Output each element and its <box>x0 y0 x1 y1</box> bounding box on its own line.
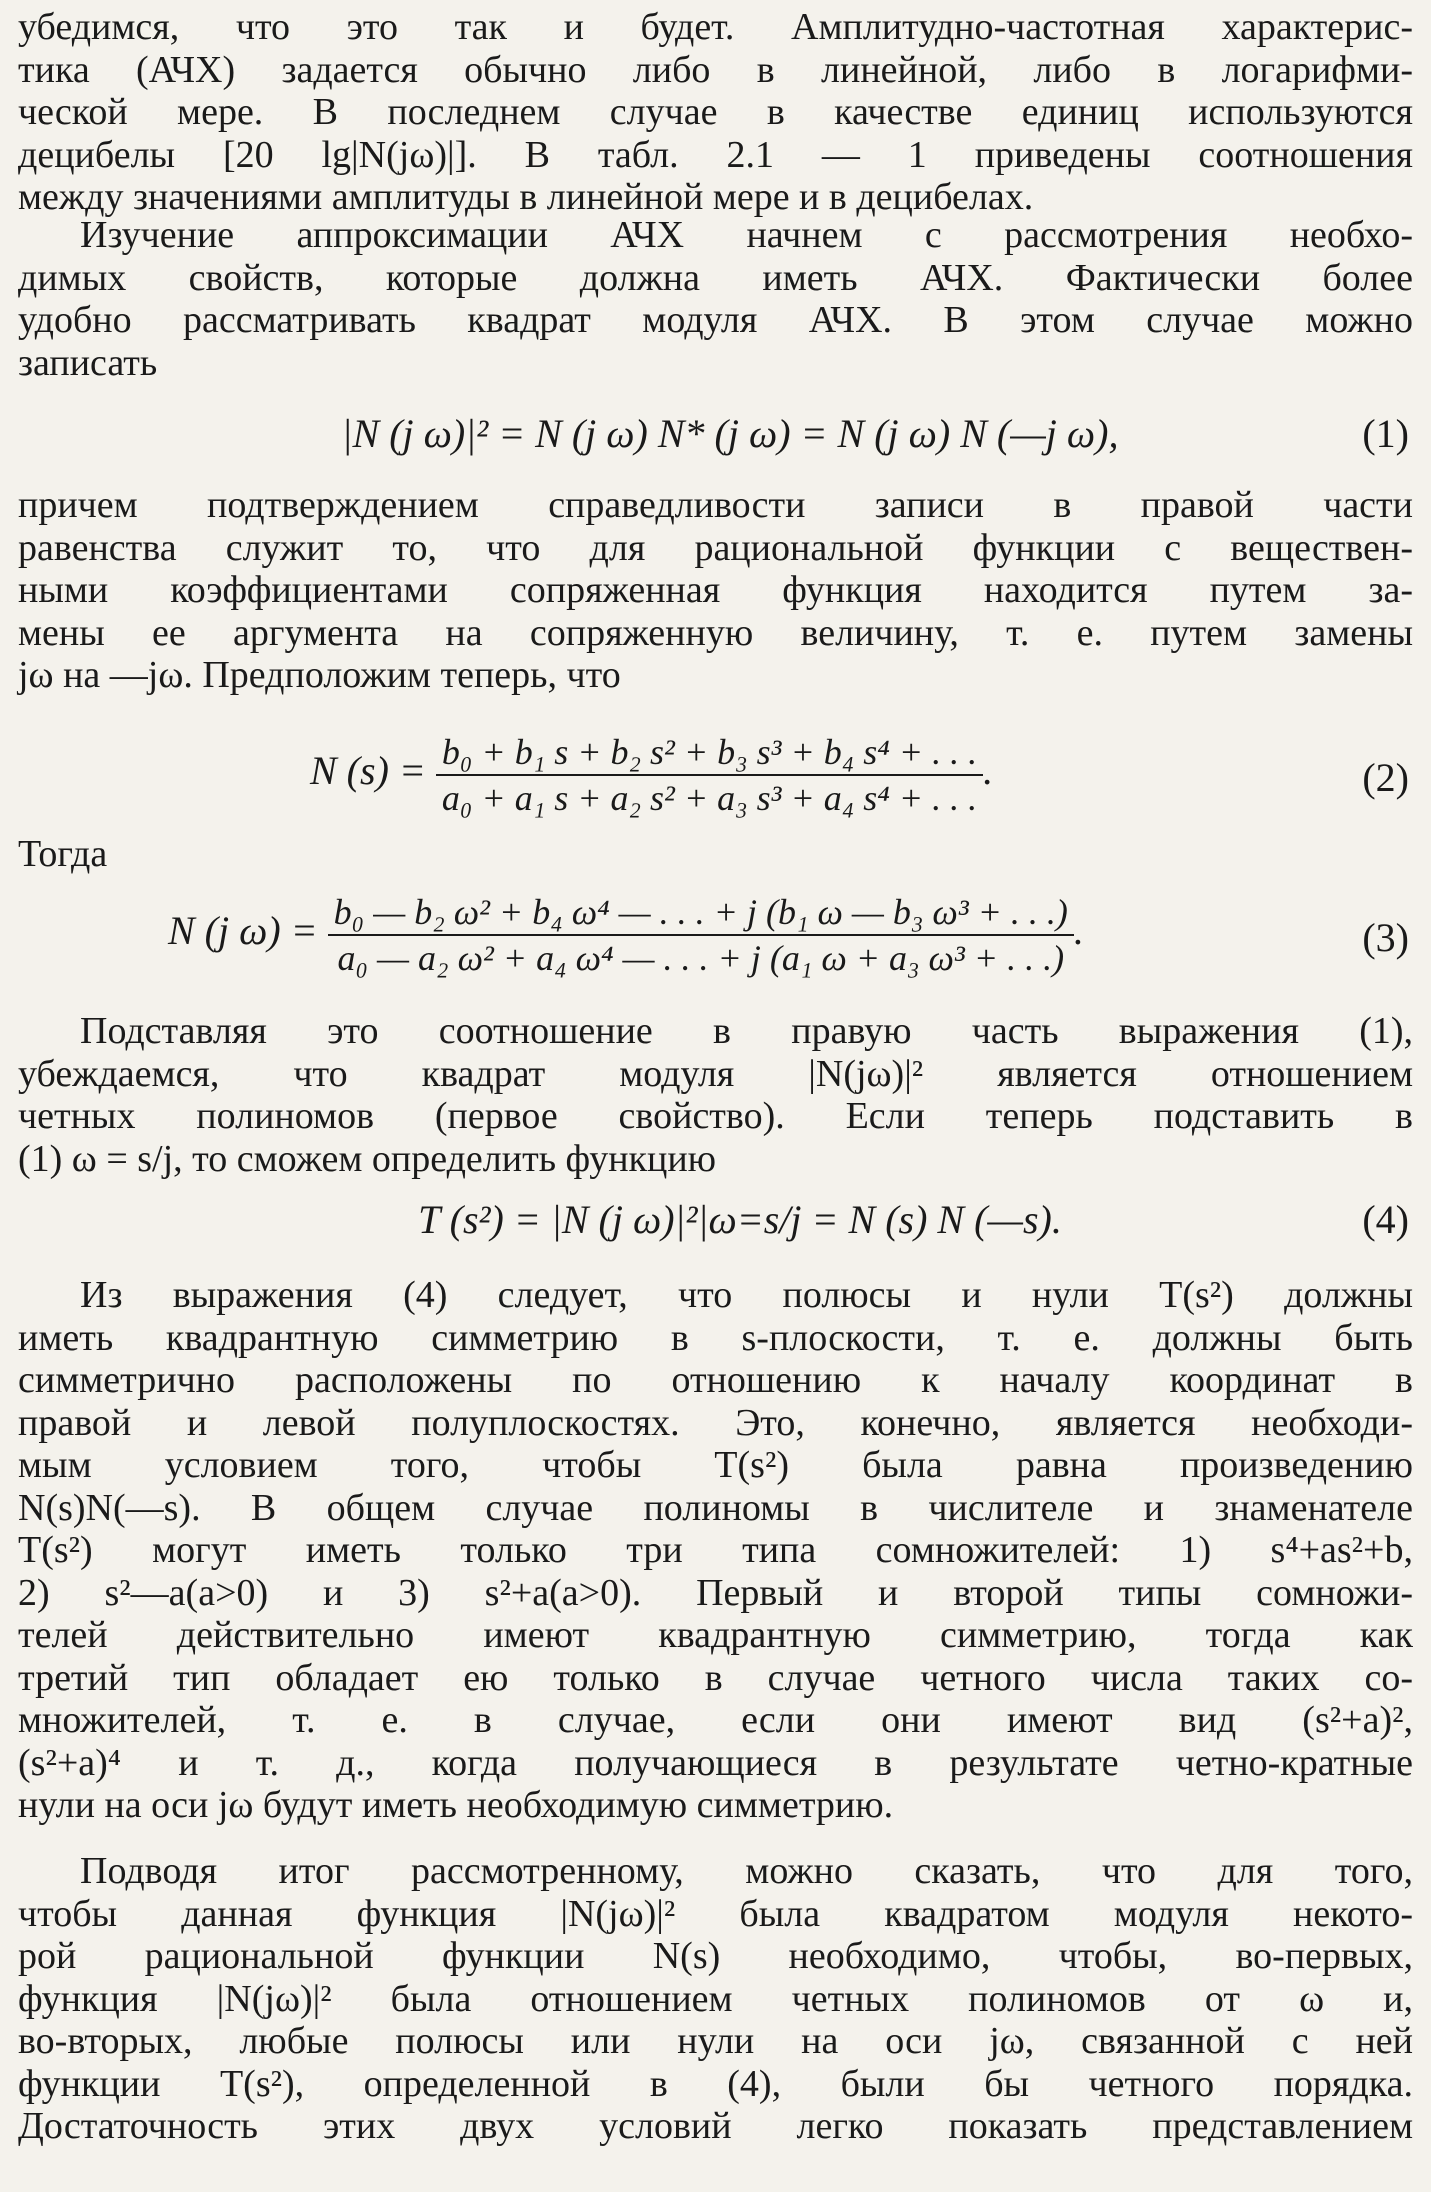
text-line: ческой мере. В последнем случае в качестве единиц используются <box>18 91 1413 133</box>
text-line: убеждаемся, что квадрат модуля |N(jω)|² является отношением <box>18 1052 1413 1095</box>
equation-3-lhs: N (j ω) = <box>168 908 318 954</box>
text-line: четных полиномов (первое свойство). Если теперь подставить в <box>18 1095 1413 1137</box>
text-line: jω на —jω. Предположим теперь, что <box>18 654 621 696</box>
text-line: N(s)N(—s). В общем случае полиномы в числителе и знаменателе <box>18 1486 1413 1529</box>
text-line: димых свойств, которые должна иметь АЧХ. Фактически более <box>18 256 1413 299</box>
text-line: мены ее аргумента на сопряженную величину, т. е. путем замены <box>18 611 1413 654</box>
text-line: Подставляя это соотношение в правую часть выражения (1), <box>80 1010 1413 1052</box>
text-line: равенства служит то, что для рациональной функции с веществен- <box>18 526 1413 569</box>
equation-2-lhs: N (s) = <box>310 748 426 794</box>
equation-3: N (j ω) = $\frac{\text{b₀ — b₂ ω² + b₄ ω⁴ — . . . + j (b₁ ω — b₃ ω³ + . . .)}}{\text{a₀ — a₂ ω² + a₄ ω⁴ — . . . + j (a₁ ω + a₃ ω³ + . . .)}}$ . (3) <box>168 892 1409 978</box>
equation-2: N (s) = $\frac{\text{b₀ + b₁ s + b₂ s² + b₃ s³ + b₄ s⁴ + . . .}}{\text{a₀ + a₁ s + a₂ s² + a₃ s³ + a₄ s⁴ + . . .}}$ . (2) <box>310 732 1409 818</box>
text-line: 2) s²—a(a>0) и 3) s²+a(a>0). Первый и второй типы сомножи- <box>18 1571 1413 1614</box>
text-line: симметрично расположены по отношению к началу координат в <box>18 1359 1413 1401</box>
equation-1 <box>0 410 1431 470</box>
equation-3-fraction <box>328 890 1074 980</box>
text-line: тика (АЧХ) задается обычно либо в линейной, либо в логарифми- <box>18 48 1413 91</box>
paragraph-approximation <box>18 214 1413 384</box>
paragraph-afc-intro <box>18 6 1413 219</box>
text-line: рой рациональной функции N(s) необходимо, чтобы, во-первых, <box>18 1935 1413 1977</box>
equation-1-body: |N (j ω)|² = N (j ω) N* (j ω) = N (j ω) N (—j ω), <box>341 411 1119 456</box>
text-line: функция |N(jω)|² была отношением четных полиномов от ω и, <box>18 1977 1413 2020</box>
text-line: множителей, т. е. в случае, если они имеют вид (s²+a)², <box>18 1699 1413 1741</box>
text-line: (s²+a)⁴ и т. д., когда получающиеся в результате четно-кратные <box>18 1741 1413 1784</box>
equation-2-number: (2) <box>1362 755 1409 800</box>
paragraph-quadrant-symmetry <box>18 1274 1413 1827</box>
equation-3-denominator: a₀ — a₂ ω² + a₄ ω⁴ — . . . + j (a₁ ω + a₃ ω³ + . . .) <box>337 938 1065 978</box>
text-line: причем подтверждением справедливости записи в правой части <box>18 484 1413 526</box>
text-line: убедимся, что это так и будет. Амплитудно-частотная характерис- <box>18 6 1413 48</box>
text-line: ными коэффициентами сопряженная функция находится путем за- <box>18 569 1413 611</box>
equation-3-number: (3) <box>1362 915 1409 960</box>
word-togda: Тогда <box>18 833 108 875</box>
equation-4 <box>0 1196 1431 1256</box>
equation-2-denominator: a₀ + a₁ s + a₂ s² + a₃ s³ + a₄ s⁴ + . . . <box>441 778 978 818</box>
paragraph-substitution <box>18 1010 1413 1180</box>
text-line: удобно рассматривать квадрат модуля АЧХ. В этом случае можно <box>18 299 1413 341</box>
text-line: функции T(s²), определенной в (4), были бы четного порядка. <box>18 2062 1413 2105</box>
text-line: децибелы [20 lg|N(jω)|]. В табл. 2.1 — 1 приведены соотношения <box>18 133 1413 176</box>
text-line: записать <box>18 341 158 384</box>
text-line: иметь квадрантную симметрию в s-плоскости, т. е. должны быть <box>18 1316 1413 1359</box>
text-line: (1) ω = s/j, то сможем определить функцию <box>18 1137 717 1180</box>
text-line: нули на оси jω будут иметь необходимую симметрию. <box>18 1784 894 1826</box>
equation-2-numerator: b₀ + b₁ s + b₂ s² + b₃ s³ + b₄ s⁴ + . . . <box>436 730 983 776</box>
text-line: Изучение аппроксимации АЧХ начнем с рассмотрения необхо- <box>80 214 1413 256</box>
text-line: мым условием того, чтобы T(s²) была равна произведению <box>18 1444 1413 1486</box>
text-line: Подводя итог рассмотренному, можно сказать, что для того, <box>80 1850 1413 1892</box>
paragraph-summary <box>18 1850 1413 2148</box>
text-line: Из выражения (4) следует, что полюсы и нули T(s²) должны <box>80 1274 1413 1316</box>
equation-4-body: T (s²) = |N (j ω)|²|ω=s/j = N (s) N (—s). <box>418 1197 1062 1242</box>
equation-2-fraction <box>436 730 983 820</box>
text-line: чтобы данная функция |N(jω)|² была квадратом модуля некото- <box>18 1892 1413 1935</box>
text-line: между значениями амплитуды в линейной мере и в децибелах. <box>18 176 1034 218</box>
text-line: правой и левой полуплоскостях. Это, конечно, является необходи- <box>18 1401 1413 1444</box>
paragraph-conjugate <box>18 484 1413 697</box>
text-line: третий тип обладает ею только в случае четного числа таких со- <box>18 1656 1413 1699</box>
equation-3-numerator: b₀ — b₂ ω² + b₄ ω⁴ — . . . + j (b₁ ω — b₃ ω³ + . . .) <box>328 890 1074 936</box>
equation-4-number: (4) <box>1362 1197 1409 1242</box>
text-line: T(s²) могут иметь только три типа сомножителей: 1) s⁴+as²+b, <box>18 1529 1413 1571</box>
text-line: телей действительно имеют квадрантную симметрию, тогда как <box>18 1614 1413 1656</box>
text-line: Достаточность этих двух условий легко показать представлением <box>18 2105 1413 2147</box>
equation-1-number: (1) <box>1362 411 1409 456</box>
text-line: во-вторых, любые полюсы или нули на оси jω, связанной с ней <box>18 2020 1413 2062</box>
